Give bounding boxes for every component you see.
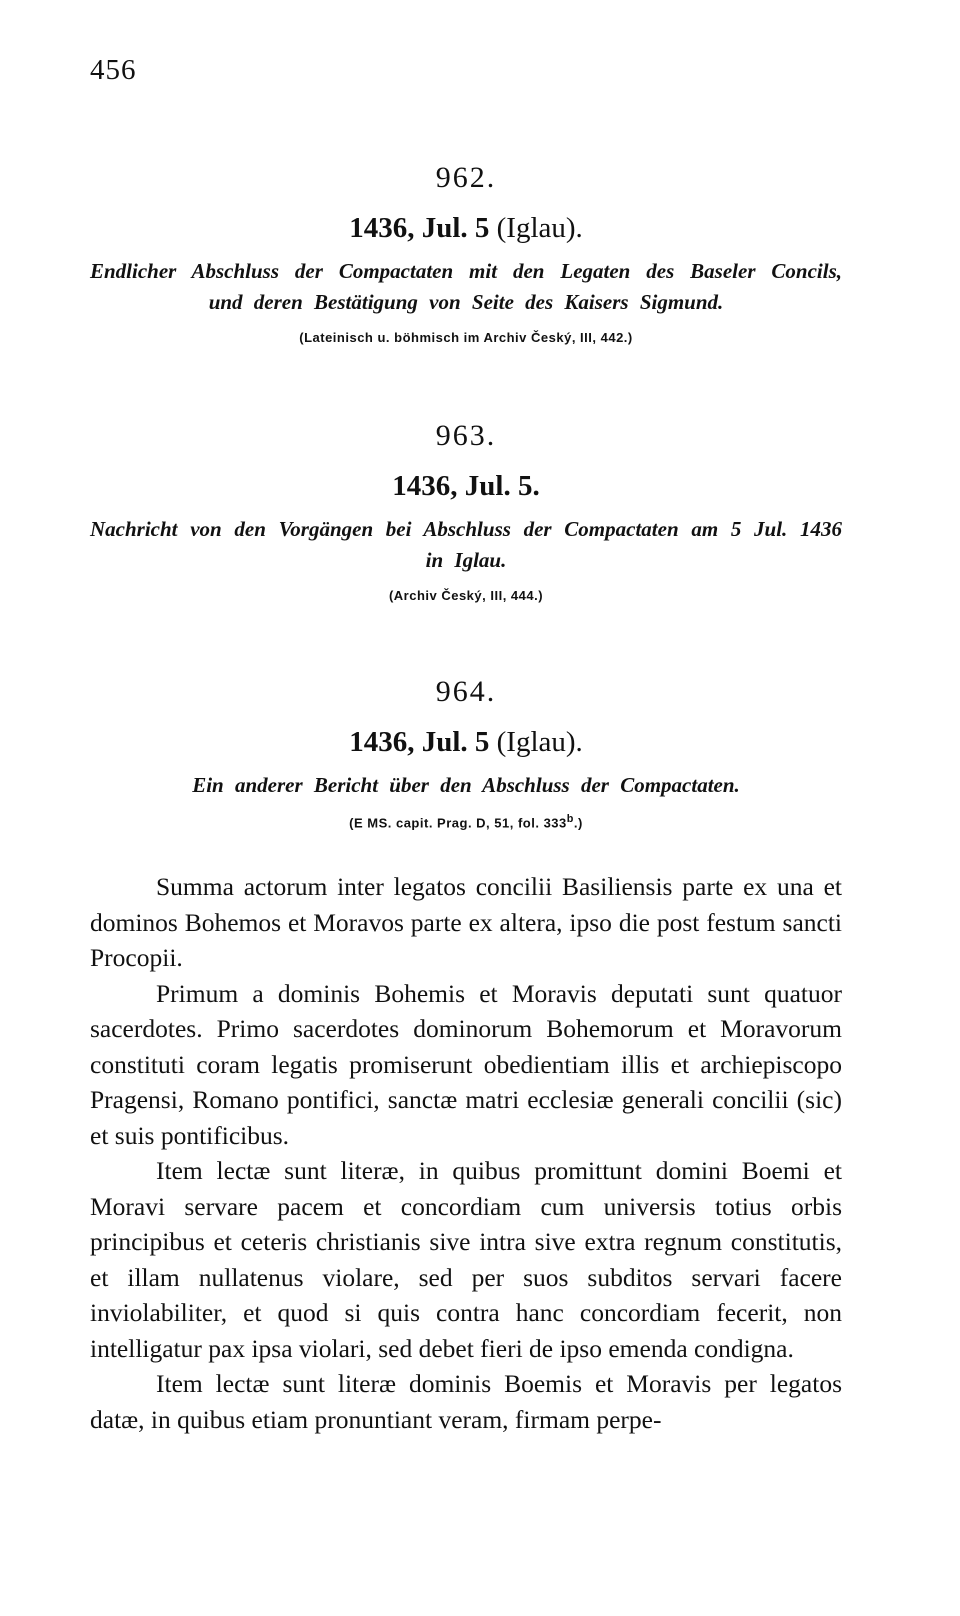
body-text xyxy=(90,869,842,1437)
entry-date xyxy=(90,724,842,760)
paragraph: Summa actorum inter legatos concilii Basiliensis parte ex una et dominos Bohemos et Moravos parte ex altera, ipso die post festum sancti Procopii. xyxy=(90,872,842,972)
paragraph: Item lectæ sunt literæ dominis Boemis et Moravis per legatos datæ, in quibus etiam pronuntiant veram, firmam perpe- xyxy=(90,1369,842,1434)
entry-date xyxy=(90,210,842,246)
entry-964 xyxy=(90,674,842,830)
entry-number: 964. xyxy=(435,675,497,708)
paragraph: Item lectæ sunt literæ, in quibus promittunt domini Boemi et Moravi servare pacem et concordiam cum universis totius orbis principibus et ceteris christianis sive intra sive extra regnum constitutis, et illam nullatenus violare, sed per suos subditos servari facere inviolabiliter, et quod si quis contra hanc concordiam fecerit, non intelligatur pax ipsa violari, sed debet fieri de ipso emenda condigna. xyxy=(90,1156,842,1363)
entry-number: 963. xyxy=(435,419,497,452)
entry-source-end: .) xyxy=(573,815,583,831)
entry-title: Endlicher Abschluss der Compactaten mit den Legaten des Baseler Concils, und deren Bestätigung von Seite des Kaisers Sigmund. xyxy=(90,259,842,314)
entry-date-bold: 1436, Jul. 5 xyxy=(349,212,490,244)
entry-date-bold: 1436, Jul. 5 xyxy=(349,726,490,758)
paragraph: Primum a dominis Bohemis et Moravis deputati sunt quatuor sacerdotes. Primo sacerdotes dominorum Bohemorum et Moravorum constituti coram legatis promiserunt obedientiam illis et archiepiscopo Pragensi, Romano pontifici, sanctæ matri ecclesiæ generali concilii (sic) et suis pontificibus. xyxy=(90,978,842,1150)
entry-number: 962. xyxy=(435,161,497,194)
entry-title: Nachricht von den Vorgängen bei Abschluss der Compactaten am 5 Jul. 1436 in Iglau. xyxy=(90,517,842,572)
entry-source: (Lateinisch u. böhmisch im Archiv Český, III, 442.) xyxy=(299,330,633,345)
page-number: 456 xyxy=(90,54,137,86)
entry-date-place: (Iglau). xyxy=(489,726,583,758)
entry-date-place: (Iglau). xyxy=(489,212,583,244)
entry-date-bold: 1436, Jul. 5. xyxy=(392,470,540,502)
entry-source-main: (E MS. capit. Prag. D, 51, fol. 333 xyxy=(349,815,567,831)
entry-source xyxy=(90,813,842,830)
entry-date xyxy=(90,468,842,504)
entry-963 xyxy=(90,418,842,603)
entry-title: Ein anderer Bericht über den Abschluss der Compactaten. xyxy=(192,773,740,797)
entry-source-superscript: b xyxy=(566,813,574,825)
entry-source: (Archiv Český, III, 444.) xyxy=(388,588,544,603)
entry-962 xyxy=(90,160,842,345)
